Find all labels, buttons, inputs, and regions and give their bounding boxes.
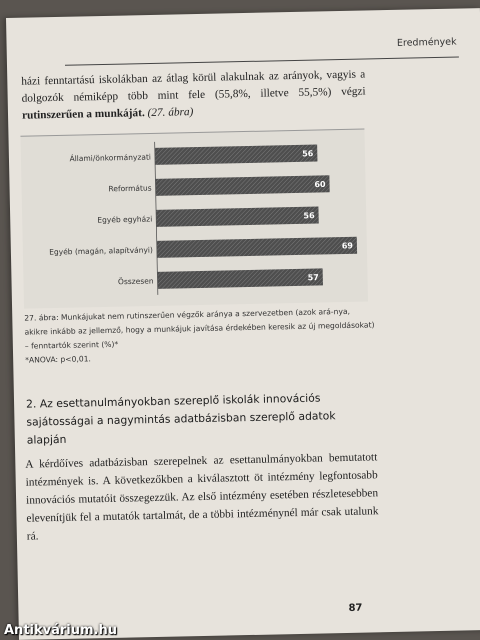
running-head: Eredmények <box>396 36 457 49</box>
bar-value-label: 60 <box>314 179 326 190</box>
paragraph-body: A kérdőíves adatbázisban szerepelnek az esettanulmányokban bemutatott intézmények is. A következőkben a kiválasztott öt intézmény legfontosabb innovációs mutatóit összegezzük. Az első intézmény esetében részletesebben elevenítjük fel a mutatók tartalmát, de a többi intézménynél már csak utalunk rá. <box>25 451 379 543</box>
paragraph-intro <box>21 66 366 124</box>
bar-chart <box>20 129 368 309</box>
book-page <box>6 8 480 640</box>
bar-value-label: 57 <box>307 273 319 283</box>
bar-value-label: 69 <box>341 241 354 251</box>
bar <box>156 206 319 226</box>
paragraph-intro-text: házi fenntartású iskolákban az átlag körül alakulnak az arányok, vagyis a dolgozók némiképp több mint fele (55,8%, illetve 55,5%) végzi <box>21 68 366 105</box>
bar-category-label: Összesen <box>117 276 154 287</box>
bar-category-label: Egyéb egyházi <box>97 214 153 225</box>
bar-chart-svg <box>20 130 368 309</box>
figure-reference: (27. ábra) <box>144 106 194 120</box>
paragraph-intro-bold: rutinszerűen a munkáját. <box>21 107 145 122</box>
bar-value-label: 56 <box>302 149 314 159</box>
watermark-logo: Antikvárium.hu <box>4 623 117 638</box>
section-title: 2. Az esettanulmányokban szereplő iskolák innovációs sajátosságai a nagymintás adatbázisban szereplő adatok alapján <box>25 391 336 447</box>
figure-caption: 27. ábra: Munkájukat nem rutinszerűen végzők aránya a szervezetben (azok ará-nya, akikre inkább az jellemző, hogy a munkájuk javítása érdekében keresik az új megoldásokat) – fenntartók szerint (%)* <box>24 306 375 351</box>
bar <box>155 175 329 196</box>
bar <box>157 237 357 258</box>
bar <box>155 145 318 165</box>
bar-value-label: 56 <box>303 211 315 221</box>
header-rule <box>65 57 459 66</box>
bar-category-label: Egyéb (magán, alapítványi) <box>49 245 153 257</box>
bar <box>157 268 323 288</box>
significance-note: *ANOVA: p<0,01. <box>25 354 92 365</box>
bar-category-label: Állami/önkormányzati <box>69 152 152 164</box>
page-number: 87 <box>348 602 363 614</box>
bar-category-label: Református <box>108 183 152 194</box>
